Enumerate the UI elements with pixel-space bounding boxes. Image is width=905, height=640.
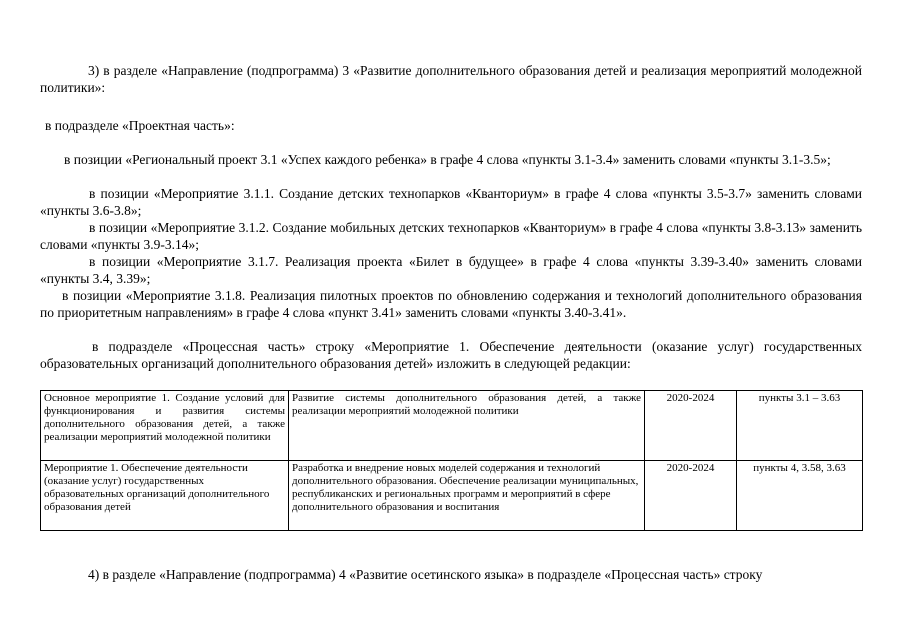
table-cell-measure-description: Развитие системы дополнительного образования детей, а также реализации мероприятий молодежной политики — [289, 391, 645, 461]
paragraph-measure-3-1-1: в позиции «Мероприятие 3.1.1. Создание детских технопарков «Кванториум» в графе 4 слова «пункты 3.5-3.7» заменить словами «пункты 3.6-3.8»; — [40, 186, 862, 218]
measures-table — [40, 390, 863, 531]
paragraph-regional-project-3-1: в позиции «Региональный проект 3.1 «Успех каждого ребенка» в графе 4 слова «пункты 3.1-3.4» заменить словами «пункты 3.1-3.5»; — [64, 152, 831, 167]
paragraph-measure-3-1-2: в позиции «Мероприятие 3.1.2. Создание мобильных детских технопарков «Кванториум» в графе 4 слова «пункты 3.8-3.13» заменить словами «пункты 3.9-3.14»; — [40, 220, 862, 252]
table-cell-measure-name: Мероприятие 1. Обеспечение деятельности (оказание услуг) государственных образовательных организаций дополнительного образования детей — [41, 461, 289, 531]
table-cell-period: 2020-2024 — [645, 391, 737, 461]
table-cell-indicator-points: пункты 3.1 – 3.63 — [737, 391, 863, 461]
table-cell-measure-name: Основное мероприятие 1. Создание условий для функционирования и развития системы дополнительного образования детей, а также реализации мероприятий молодежной политики — [41, 391, 289, 461]
paragraph-process-subsection: в подразделе «Процессная часть» строку «Мероприятие 1. Обеспечение деятельности (оказание услуг) государственных образовательных организаций дополнительного образования детей» изложить в следующей редакции: — [40, 339, 862, 371]
paragraph-measure-3-1-7: в позиции «Мероприятие 3.1.7. Реализация проекта «Билет в будущее» в графе 4 слова «пункты 3.39-3.40» заменить словами «пункты 3.4, 3.39»; — [40, 254, 862, 286]
paragraph-item-4: 4) в разделе «Направление (подпрограмма) 4 «Развитие осетинского языка» в подразделе «Процессная часть» строку — [88, 567, 763, 582]
table-cell-measure-description: Разработка и внедрение новых моделей содержания и технологий дополнительного образования. Обеспечение реализации муниципальных, республиканских и региональных программ и мероприятий в сфере дополнительного образования и воспитания — [289, 461, 645, 531]
table-cell-period: 2020-2024 — [645, 461, 737, 531]
table-cell-indicator-points: пункты 4, 3.58, 3.63 — [737, 461, 863, 531]
paragraph-project-subsection: в подразделе «Проектная часть»: — [45, 118, 235, 133]
paragraph-measure-3-1-8: в позиции «Мероприятие 3.1.8. Реализация пилотных проектов по обновлению содержания и технологий дополнительного образования по приоритетным направлениям» в графе 4 слова «пункт 3.41» заменить словами «пункты 3.40-3.41». — [40, 288, 862, 320]
paragraph-item-3: 3) в разделе «Направление (подпрограмма) 3 «Развитие дополнительного образования детей и реализация мероприятий молодежной политики»: — [40, 63, 862, 95]
table-row — [41, 391, 863, 461]
table-row — [41, 461, 863, 531]
